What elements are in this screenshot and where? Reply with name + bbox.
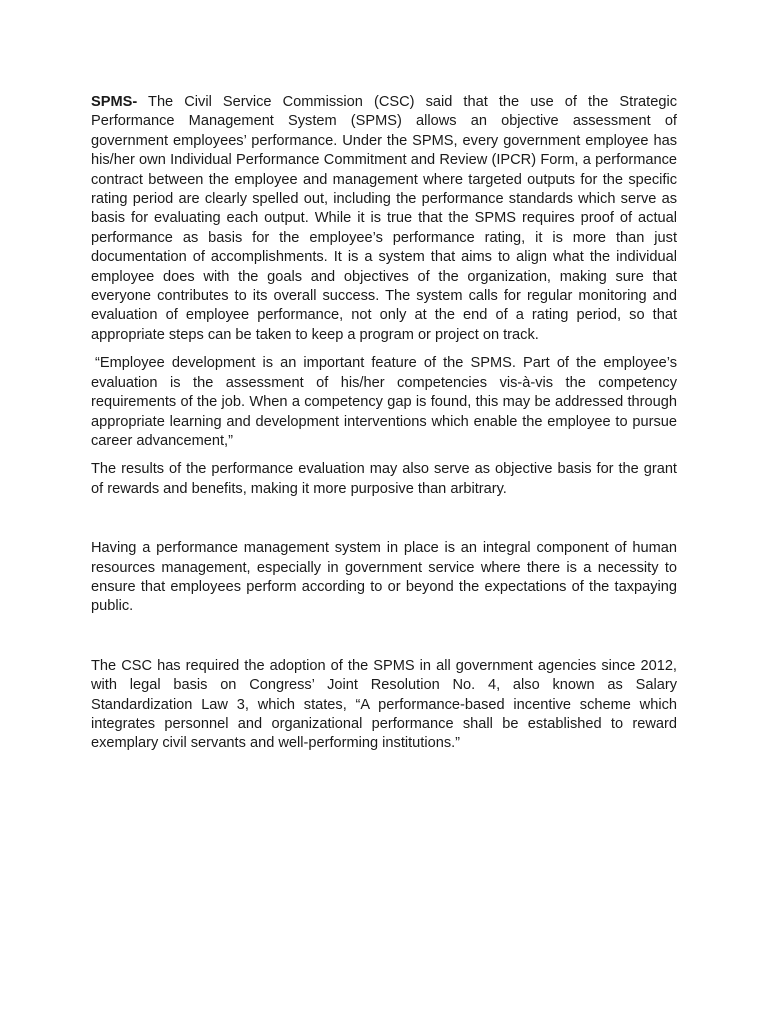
paragraph-csc-adoption: The CSC has required the adoption of the SPMS in all government agencies since 2012, with legal basis on Congress’ Joint Resolution No. 4, also known as Salary Standardization Law 3, which states, “A performance-based incentive scheme which integrates personnel and organizational performance shall be established to reward exemplary civil servants and well-performing institutions.” (91, 657, 677, 752)
paragraph-performance-management: Having a performance management system in place is an integral component of human resources management, especially in government service where there is a necessity to ensure that employees perform according to or beyond the expectations of the taxpaying public. (91, 540, 677, 615)
paragraph-rewards: The results of the performance evaluation may also serve as objective basis for the grant of rewards and benefits, making it more purposive than arbitrary. (91, 461, 677, 497)
paragraph-spms-text: The Civil Service Commission (CSC) said that the use of the Strategic Performance Management System (SPMS) allows an objective assessment of government employees’ performance. Under the SPMS, every government employee has his/her own Individual Performance Commitment and Review (IPCR) Form, a performance contract between the employee and management where targeted outputs for the specific rating period are clearly spelled out, including the performance standards which serve as basis for evaluating each output. While it is true that the SPMS requires proof of actual performance as basis for the employee’s performance rating, it is more than just documentation of accomplishments. It is a system that aims to align what the individual employee does with the goals and objectives of the organization, making sure that everyone contributes to its overall success. The system calls for regular monitoring and evaluation of employee performance, not only at the end of a rating period, so that appropriate steps can be taken to keep a program or project on track. (91, 94, 677, 343)
document-body (91, 93, 677, 754)
paragraph-spms-intro (91, 93, 677, 345)
paragraph-lead-spms: SPMS- (91, 94, 138, 110)
paragraph-employee-development: “Employee development is an important feature of the SPMS. Part of the employee’s evaluation is the assessment of his/her competencies vis-à-vis the competency requirements of the job. When a competency gap is found, this may be addressed through appropriate learning and development interventions which enable the employee to pursue career advancement,” (91, 355, 677, 449)
